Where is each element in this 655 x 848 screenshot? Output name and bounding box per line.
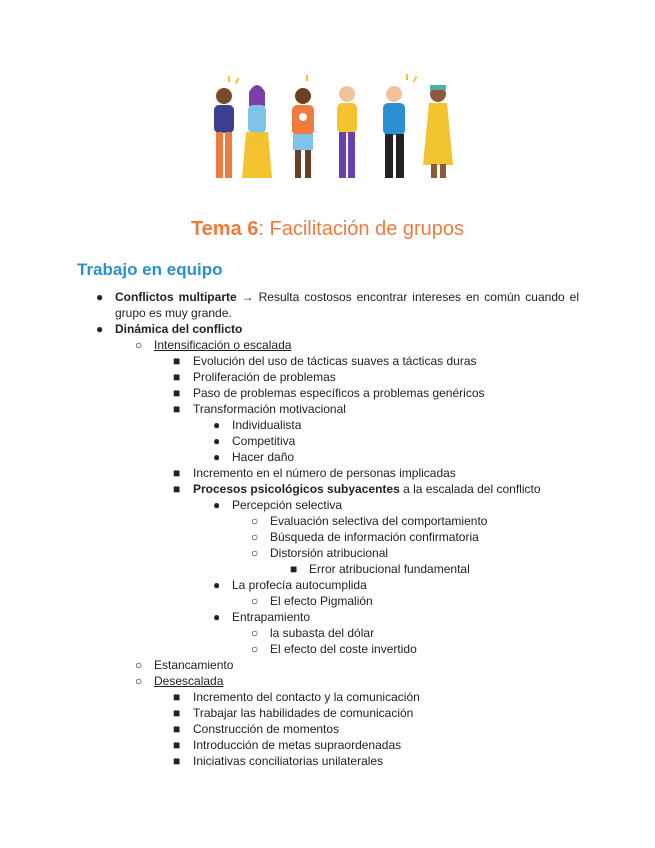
bullet-circle: ○ (135, 658, 143, 672)
bullet-disc: ● (213, 450, 221, 464)
list-item-text: → Resulta costosos encontrar intereses en común cuando el grupo es muy grande. (115, 290, 579, 320)
bullet-square: ■ (173, 738, 181, 752)
bullet-circle: ○ (251, 642, 259, 656)
page-title (0, 218, 655, 241)
people-group-illustration (200, 72, 460, 190)
list-item: Búsqueda de información confirmatoria (270, 530, 479, 544)
bullet-square: ■ (173, 754, 181, 768)
list-item: Entrapamiento (232, 610, 311, 624)
person-2 (242, 85, 272, 178)
list-item: Iniciativas conciliatorias unilaterales (193, 754, 384, 768)
list-item: La profecía autocumplida (232, 578, 367, 592)
list-item: Construcción de momentos (193, 722, 340, 736)
person-6 (423, 85, 453, 178)
bullet-square: ■ (173, 402, 181, 416)
list-item: Transformación motivacional (193, 402, 346, 416)
bullet-disc: ● (96, 290, 104, 304)
list-item: Incremento en el número de personas implicadas (193, 466, 456, 480)
list-item: Competitiva (232, 434, 296, 448)
bullet-circle: ○ (251, 546, 259, 560)
title-subject: : Facilitación de grupos (258, 218, 465, 240)
person-3 (292, 88, 314, 178)
bullet-circle: ○ (251, 594, 259, 608)
list-item: El efecto Pigmalión (270, 594, 373, 608)
title-topic: Tema 6 (190, 218, 259, 240)
list-item: Hacer daño (232, 450, 295, 464)
bullet-disc: ● (213, 578, 221, 592)
list-item: Introducción de metas supraordenadas (193, 738, 402, 752)
list-item (193, 481, 541, 497)
list-item: Estancamiento (154, 658, 234, 672)
bullet-square: ■ (173, 354, 181, 368)
section-heading: Trabajo en equipo (77, 260, 223, 279)
spark-marks (228, 74, 417, 84)
bullet-square: ■ (173, 690, 181, 704)
bullet-disc: ● (213, 610, 221, 624)
bullet-square: ■ (173, 370, 181, 384)
bullet-square: ■ (173, 722, 181, 736)
bullet-circle: ○ (251, 514, 259, 528)
bullet-circle: ○ (251, 626, 259, 640)
bullet-square: ■ (173, 706, 181, 720)
list-item-text: a la escalada del conflicto (399, 482, 541, 496)
bullet-square: ■ (173, 386, 181, 400)
list-item-bold: Procesos psicológicos subyacentes (193, 482, 400, 496)
bullet-square: ■ (173, 466, 181, 480)
bullet-square: ■ (290, 562, 298, 576)
person-1 (214, 88, 234, 178)
bullet-disc: ● (213, 434, 221, 448)
bullet-circle: ○ (251, 530, 259, 544)
list-item: Incremento del contacto y la comunicación (193, 690, 420, 704)
person-5 (383, 86, 405, 178)
list-item: la subasta del dólar (270, 626, 375, 640)
bullet-square: ■ (173, 482, 181, 496)
list-item (115, 289, 579, 321)
list-item: Percepción selectiva (232, 498, 343, 512)
list-item: Dinámica del conflicto (115, 322, 243, 336)
person-4 (337, 86, 357, 178)
list-item: Paso de problemas específicos a problemas genéricos (193, 386, 485, 400)
bullet-circle: ○ (135, 338, 143, 352)
bullet-disc: ● (213, 498, 221, 512)
list-item: Individualista (232, 418, 302, 432)
list-item: Error atribucional fundamental (309, 562, 470, 576)
bullet-disc: ● (213, 418, 221, 432)
list-item: Intensificación o escalada (154, 338, 292, 352)
bullet-disc: ● (96, 322, 104, 336)
bullet-circle: ○ (135, 674, 143, 688)
list-item: Proliferación de problemas (193, 370, 336, 384)
list-item: Desescalada (154, 674, 224, 688)
list-item-bold: Conflictos multiparte (115, 290, 237, 304)
list-item: El efecto del coste invertido (270, 642, 417, 656)
list-item: Evaluación selectiva del comportamiento (270, 514, 488, 528)
list-item: Trabajar las habilidades de comunicación (193, 706, 414, 720)
list-item: Distorsión atribucional (270, 546, 389, 560)
list-item: Evolución del uso de tácticas suaves a tácticas duras (193, 354, 477, 368)
